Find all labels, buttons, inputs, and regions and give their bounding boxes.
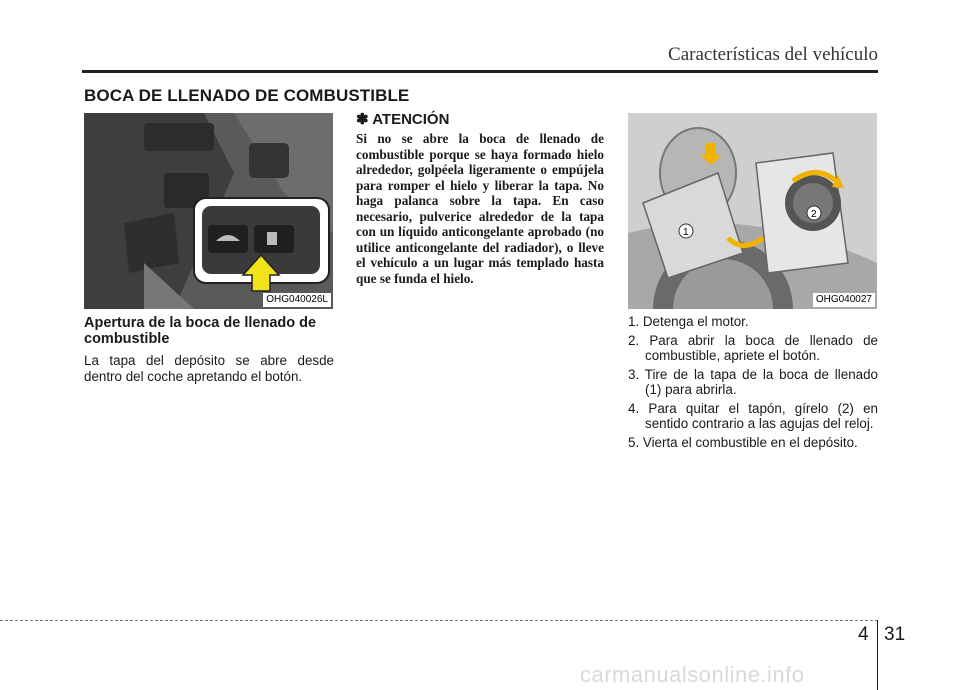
footer-rule <box>0 620 878 621</box>
photo-code-label: OHG040027 <box>813 293 875 307</box>
callout-1: 1 <box>683 227 689 238</box>
left-body-text: La tapa del depósito se abre desde dentro del coche apretando el botón. <box>84 353 334 384</box>
subheading: Apertura de la boca de llenado de combustible <box>84 315 317 347</box>
section-heading: BOCA DE LLENADO DE COMBUSTIBLE <box>84 86 410 105</box>
callout-2: 2 <box>811 209 817 220</box>
header-rule <box>82 70 878 73</box>
watermark: carmanualsonline.info <box>580 662 805 687</box>
fuel-filler-door-photo <box>628 113 877 309</box>
fuel-door-button-photo <box>84 113 333 309</box>
footer-divider <box>877 620 878 690</box>
steps-list <box>628 314 878 453</box>
list-item: 4. Para quitar el tapón, gírelo (2) en sentido contrario a las agujas del reloj. <box>628 400 878 431</box>
list-item: 3. Tire de la tapa de la boca de llenado (1) para abrirla. <box>628 366 878 397</box>
photo-code-label: OHG040026L <box>263 293 331 307</box>
warning-title <box>356 110 604 128</box>
list-item: 1. Detenga el motor. <box>628 314 749 329</box>
list-item: 5. Vierta el combustible en el depósito. <box>628 434 858 450</box>
warning-box <box>356 110 604 286</box>
warning-body: Si no se abre la boca de llenado de combustible porque se haya formado hielo alrededor, golpéela ligeramente o empújela para romper el hielo y liberar la tapa. No haga palanca sobre la tapa. En caso necesario, pulverice alrededor de la tapa con un líquido anticongelante aprobado (no utilice anticongelante del radiador), o lleve el vehículo a un lugar más templado hasta que se funda el hielo. <box>356 131 604 286</box>
asterisk-icon: ✽ <box>356 111 369 128</box>
chapter-number: 4 <box>858 624 869 645</box>
list-item: 2. Para abrir la boca de llenado de combustible, apriete el botón. <box>628 332 878 363</box>
header-title: Características del vehículo <box>668 44 878 65</box>
left-column <box>84 315 334 384</box>
warning-title-text: ATENCIÓN <box>372 111 450 128</box>
page-number: 31 <box>884 624 906 645</box>
